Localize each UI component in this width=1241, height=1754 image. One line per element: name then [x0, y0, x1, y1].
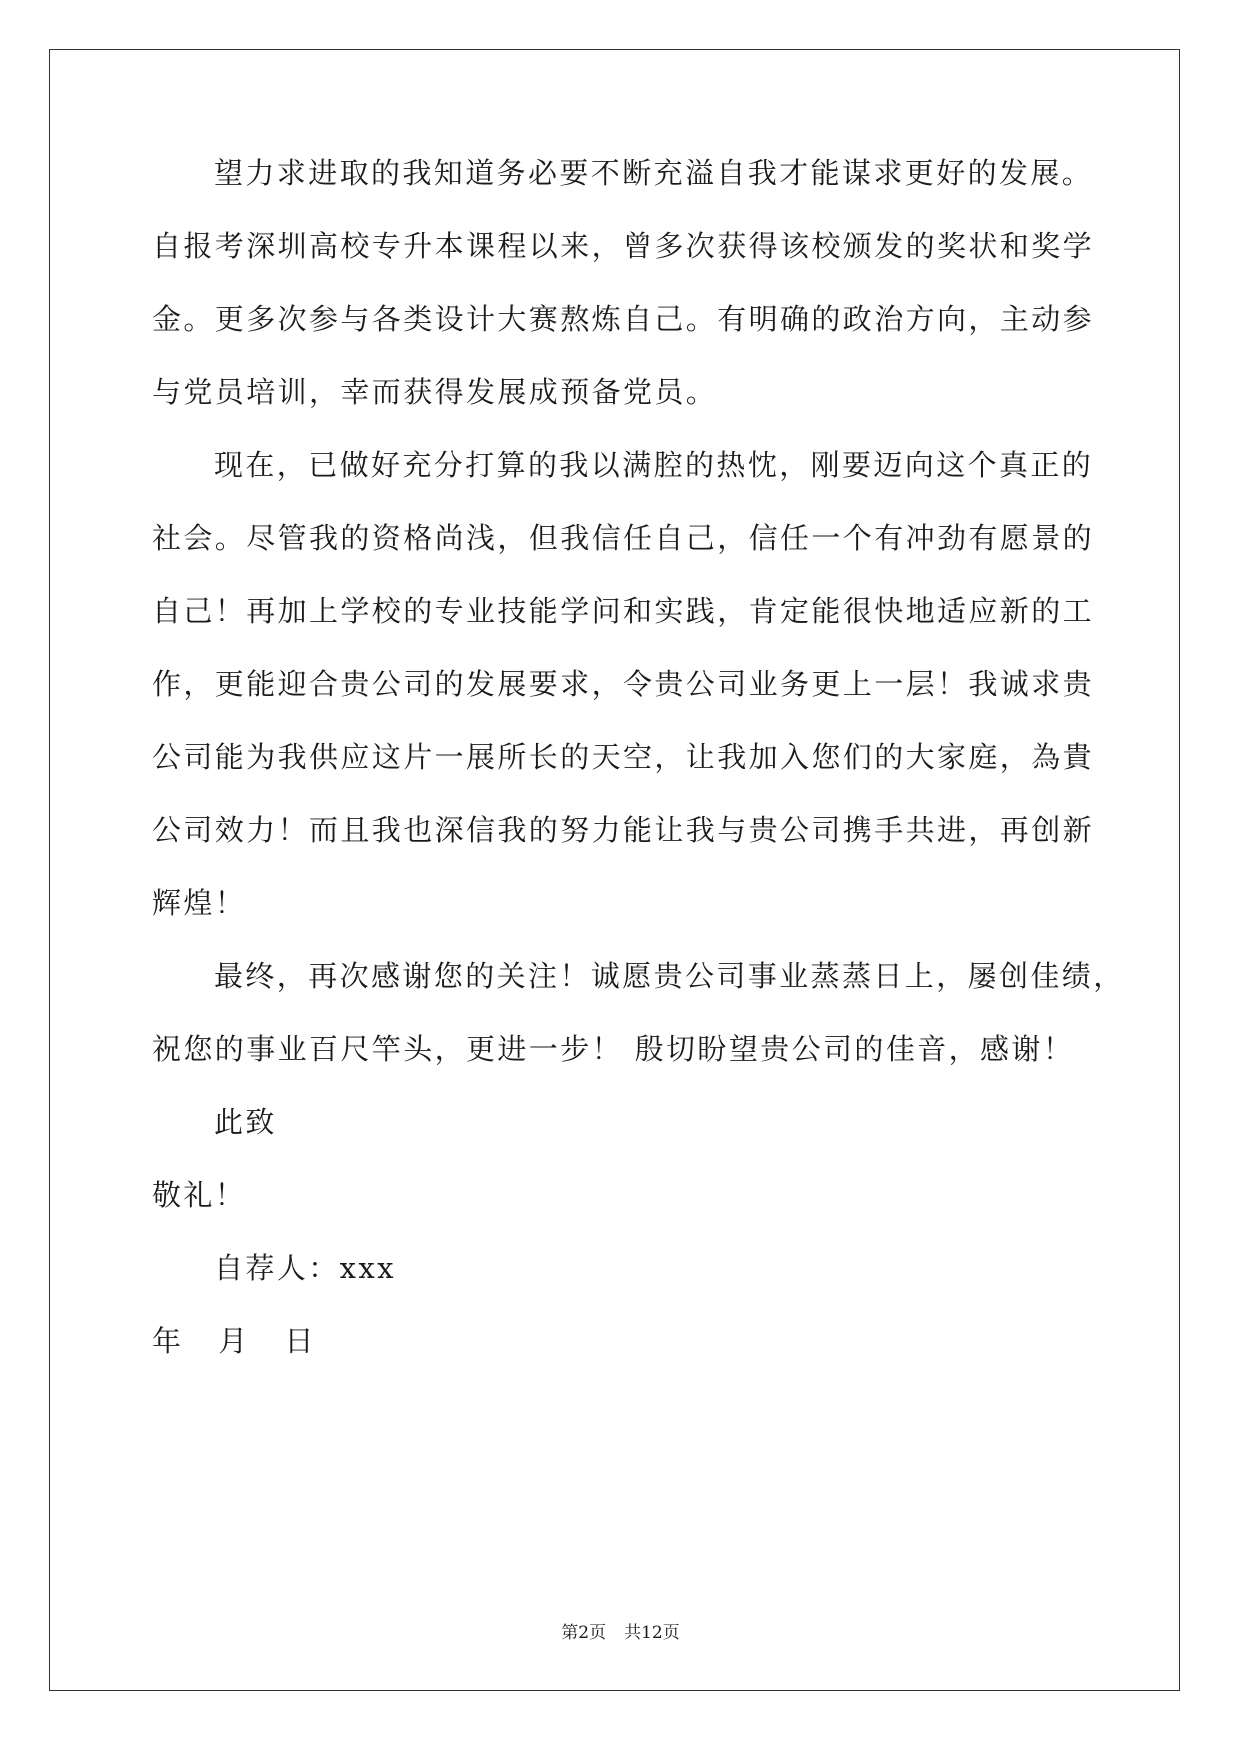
page-number: 第2页 — [561, 1623, 607, 1643]
page-border — [49, 49, 1180, 1691]
text-line: 自报考深圳高校专升本课程以来，曾多次获得该校颁发的奖状和奖学 — [152, 229, 1095, 263]
text-line: 作，更能迎合贵公司的发展要求，令贵公司业务更上一层！我诚求贵 — [152, 667, 1095, 701]
text-line: 辉煌！ — [152, 886, 247, 920]
date-line: 年 月 日 — [152, 1324, 316, 1358]
text-line: 自己！再加上学校的专业技能学问和实践，肯定能很快地适应新的工 — [152, 594, 1095, 628]
text-line: 公司效力！而且我也深信我的努力能让我与贵公司携手共进，再创新 — [152, 813, 1095, 847]
text-line: 望力求进取的我知道务必要不断充溢自我才能谋求更好的发展。 — [214, 156, 1094, 190]
signature-line: 自荐人：xxx — [214, 1251, 396, 1285]
page-total: 共12页 — [624, 1623, 680, 1643]
text-line: 现在，已做好充分打算的我以满腔的热忱，刚要迈向这个真正的 — [214, 448, 1094, 482]
text-line: 金。更多次参与各类设计大赛熬炼自己。有明确的政治方向，主动参 — [152, 302, 1095, 336]
text-line: 公司能为我供应这片一展所长的天空，让我加入您们的大家庭，為貴 — [152, 740, 1095, 774]
page-footer — [0, 1618, 1241, 1643]
text-line: 社会。尽管我的资格尚浅，但我信任自己，信任一个有冲劲有愿景的 — [152, 521, 1095, 555]
salutation-line: 此致 — [214, 1105, 277, 1139]
salutation-line: 敬礼！ — [152, 1178, 247, 1212]
text-line: 最终，再次感谢您的关注！诚愿贵公司事业蒸蒸日上，屡创佳绩， — [214, 959, 1125, 993]
text-line: 祝您的事业百尺竿头，更进一步！ 殷切盼望贵公司的佳音，感谢！ — [152, 1032, 1075, 1066]
text-line: 与党员培训，幸而获得发展成预备党员。 — [152, 375, 718, 409]
